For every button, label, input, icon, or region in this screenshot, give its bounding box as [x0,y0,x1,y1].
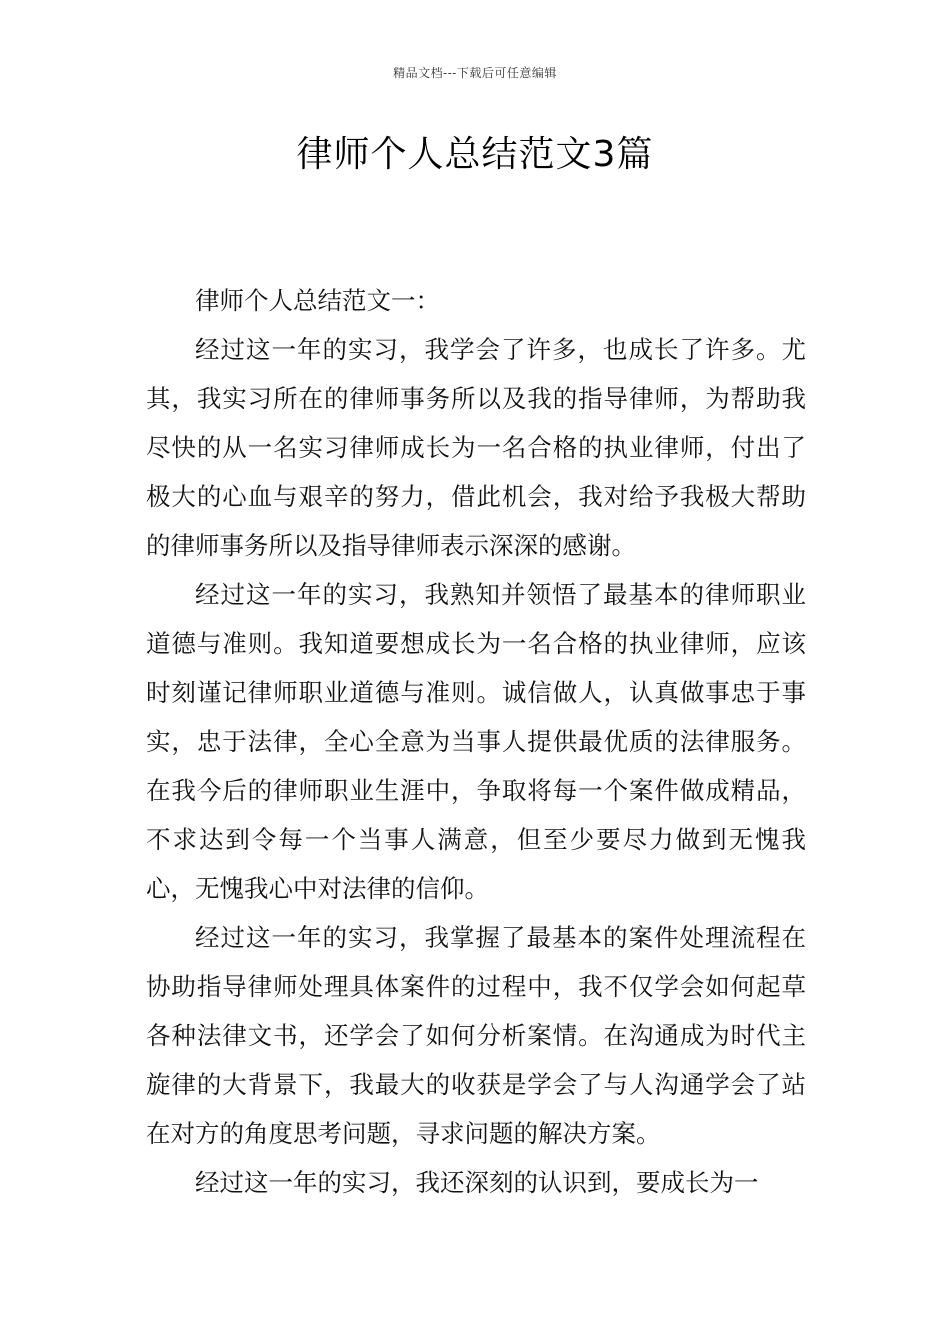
document-title: 律师个人总结范文3篇 [296,134,654,175]
paragraph: 经过这一年的实习，我学会了许多，也成长了许多。尤其，我实习所在的律师事务所以及我的指导律师，为帮助我尽快的从一名实习律师成长为一名合格的执业律师，付出了极大的心血与艰辛的努力，借此机会，我对给予我极大帮助的律师事务所以及指导律师表示深深的感谢。 [146,335,806,560]
paragraph: 经过这一年的实习，我掌握了最基本的案件处理流程在协助指导律师处理具体案件的过程中，我不仅学会如何起草各种法律文书，还学会了如何分析案情。在沟通成为时代主旋律的大背景下，我最大的收获是学会了与人沟通学会了站在对方的角度思考问题，寻求问题的解决方案。 [146,923,806,1148]
paragraph: 经过这一年的实习，我还深刻的认识到，要成长为一 [195,1168,759,1197]
document-body [146,276,806,1207]
paragraph: 经过这一年的实习，我熟知并领悟了最基本的律师职业道德与准则。我知道要想成长为一名合格的执业律师，应该时刻谨记律师职业道德与准则。诚信做人，认真做事忠于事实，忠于法律，全心全意为当事人提供最优质的法律服务。在我今后的律师职业生涯中，争取将每一个案件做成精品，不求达到令每一个当事人满意，但至少要尽力做到无愧我心，无愧我心中对法律的信仰。 [146,580,806,903]
paragraph-subtitle: 律师个人总结范文一： [195,286,440,315]
header-note: 精品文档---下载后可任意编辑 [393,66,557,80]
